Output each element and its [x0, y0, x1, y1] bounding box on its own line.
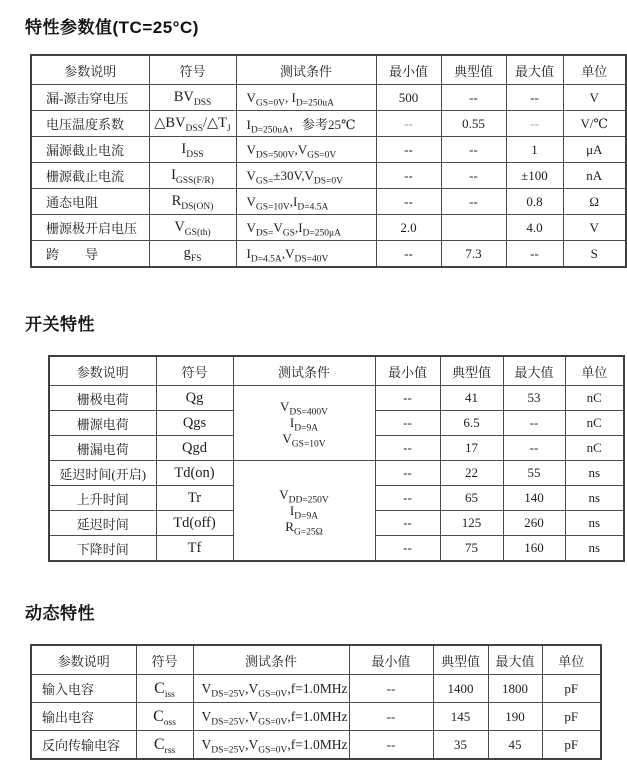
table-cell: 17	[440, 436, 503, 461]
header-row	[49, 356, 624, 386]
table-cell: --	[506, 111, 563, 137]
table-cell: 电压温度系数	[31, 111, 149, 137]
table-cell: --	[375, 461, 440, 486]
table-cell: --	[376, 111, 441, 137]
table-cell: --	[375, 436, 440, 461]
table-cell: nA	[563, 163, 626, 189]
section-dynamic-characteristics	[0, 599, 627, 760]
table-cell: 反向传输电容	[31, 731, 136, 760]
table-row	[31, 703, 601, 731]
table-cell: pF	[542, 731, 601, 760]
table-row	[31, 215, 626, 241]
column-header: 单位	[563, 55, 626, 85]
table-cell: $V_{GS=10V},I_{D=4.5A}$	[236, 189, 376, 215]
table-row	[31, 85, 626, 111]
table-cell: --	[376, 189, 441, 215]
table-cell: $g_{FS}$	[149, 241, 236, 268]
table-cell: --	[441, 163, 506, 189]
column-header: 最大值	[488, 645, 542, 675]
table-cell: 输出电容	[31, 703, 136, 731]
datasheet-page	[0, 13, 627, 760]
table-row	[49, 386, 624, 411]
table-cell: nC	[565, 411, 624, 436]
table-cell: 7.3	[441, 241, 506, 268]
table-cell: 55	[503, 461, 565, 486]
table-cell: $V_{GS=0V}$, $I_{D=250uA}$	[236, 85, 376, 111]
table-cell: 45	[488, 731, 542, 760]
table-row	[31, 111, 626, 137]
table-cell: --	[506, 241, 563, 268]
table-cell	[441, 215, 506, 241]
table-cell: Tf	[156, 536, 233, 562]
table-cell: $V_{DS=25V},V_{GS=0V},f=1.0MHz$	[193, 731, 349, 760]
column-header: 参数说明	[49, 356, 156, 386]
table-cell: $C_{oss}$	[136, 703, 193, 731]
table-cell: 延迟时间	[49, 511, 156, 536]
table-cell: $V_{DS=}V_{GS},I_{D=250\mu A}$	[236, 215, 376, 241]
column-header: 参数说明	[31, 645, 136, 675]
table-cell: --	[376, 137, 441, 163]
column-header: 单位	[565, 356, 624, 386]
table-cell: --	[503, 436, 565, 461]
table-cell: --	[375, 411, 440, 436]
table-cell: 190	[488, 703, 542, 731]
table-cell: 2.0	[376, 215, 441, 241]
table-cell: 65	[440, 486, 503, 511]
table-cell: 漏源截止电流	[31, 137, 149, 163]
table-row	[31, 731, 601, 760]
table-cell: 75	[440, 536, 503, 562]
table-cell: 漏-源击穿电压	[31, 85, 149, 111]
section-title: 动态特性	[25, 604, 95, 623]
column-header: 典型值	[433, 645, 488, 675]
table-cell: --	[349, 731, 433, 760]
section-electrical-characteristics	[0, 13, 627, 268]
table-cell: Td(off)	[156, 511, 233, 536]
table-cell: S	[563, 241, 626, 268]
table-cell: $V_{GS=}\pm 30V,V_{DS=0V}$	[236, 163, 376, 189]
column-header: 最小值	[376, 55, 441, 85]
column-header: 测试条件	[233, 356, 375, 386]
table-cell: V/℃	[563, 111, 626, 137]
table-cell: --	[349, 675, 433, 703]
table-cell: 260	[503, 511, 565, 536]
table-cell: 1400	[433, 675, 488, 703]
table-cell: Qgd	[156, 436, 233, 461]
table-cell: $BV_{DSS}$	[149, 85, 236, 111]
table-cell: 125	[440, 511, 503, 536]
table-cell: ns	[565, 461, 624, 486]
table-cell: 53	[503, 386, 565, 411]
column-header: 最大值	[506, 55, 563, 85]
column-header: 测试条件	[236, 55, 376, 85]
table-cell: --	[441, 85, 506, 111]
table-cell: 延迟时间(开启)	[49, 461, 156, 486]
column-header: 最小值	[375, 356, 440, 386]
header-row	[31, 55, 626, 85]
table-cell: --	[376, 163, 441, 189]
table-row	[31, 163, 626, 189]
section-title: 特性参数值(TC=25°C)	[25, 18, 199, 37]
table-cell: 0.55	[441, 111, 506, 137]
table-cell: $V_{GS(th)}$	[149, 215, 236, 241]
table-cell: pF	[542, 675, 601, 703]
table-cell: V	[563, 85, 626, 111]
table-cell: --	[441, 137, 506, 163]
table-cell: 6.5	[440, 411, 503, 436]
table-cell: $I_{D=4.5A},V_{DS=40V}$	[236, 241, 376, 268]
column-header: 符号	[149, 55, 236, 85]
table-row	[49, 461, 624, 486]
table-cell: 22	[440, 461, 503, 486]
table-cell: ns	[565, 536, 624, 562]
electrical-characteristics-table	[30, 54, 627, 268]
table-cell: 0.8	[506, 189, 563, 215]
table-cell: ns	[565, 511, 624, 536]
table-cell: 通态电阻	[31, 189, 149, 215]
table-cell: Tr	[156, 486, 233, 511]
table-cell: $R_{DS(ON)}$	[149, 189, 236, 215]
column-header: 单位	[542, 645, 601, 675]
table-cell: V	[563, 215, 626, 241]
table-cell: 35	[433, 731, 488, 760]
column-header: 测试条件	[193, 645, 349, 675]
table-cell: ±100	[506, 163, 563, 189]
column-header: 最大值	[503, 356, 565, 386]
table-cell: μA	[563, 137, 626, 163]
column-header: 符号	[156, 356, 233, 386]
table-cell: $I_{D=250uA}$，参考25℃	[236, 111, 376, 137]
table-cell: 4.0	[506, 215, 563, 241]
table-cell: 下降时间	[49, 536, 156, 562]
table-cell: $V_{DD=250V}$ $I_{D=9A}$ $R_{G=25\Omega}$	[233, 461, 375, 562]
column-header: 典型值	[441, 55, 506, 85]
table-cell: ns	[565, 486, 624, 511]
table-cell: 栅源电荷	[49, 411, 156, 436]
section-switching-characteristics	[0, 310, 627, 562]
column-header: 符号	[136, 645, 193, 675]
table-cell: $V_{DS=25V},V_{GS=0V},f=1.0MHz$	[193, 703, 349, 731]
table-cell: $C_{iss}$	[136, 675, 193, 703]
table-cell: 栅极电荷	[49, 386, 156, 411]
table-cell: 输入电容	[31, 675, 136, 703]
table-cell: $I_{DSS}$	[149, 137, 236, 163]
table-cell: 500	[376, 85, 441, 111]
table-cell: nC	[565, 436, 624, 461]
table-cell: 栅源截止电流	[31, 163, 149, 189]
table-cell: --	[375, 386, 440, 411]
table-row	[31, 675, 601, 703]
table-cell: --	[375, 486, 440, 511]
table-cell: --	[441, 189, 506, 215]
table-row	[31, 241, 626, 268]
table-cell: nC	[565, 386, 624, 411]
table-cell: --	[376, 241, 441, 268]
table-cell: 140	[503, 486, 565, 511]
table-cell: 栅源极开启电压	[31, 215, 149, 241]
table-cell: pF	[542, 703, 601, 731]
table-cell: 栅漏电荷	[49, 436, 156, 461]
column-header: 参数说明	[31, 55, 149, 85]
table-cell: 1800	[488, 675, 542, 703]
table-cell: $V_{DS=500V},V_{GS=0V}$	[236, 137, 376, 163]
table-cell: Qg	[156, 386, 233, 411]
table-cell: $V_{DS=400V}$ $I_{D=9A}$ $V_{GS=10V}$	[233, 386, 375, 461]
table-cell: $\triangle BV_{DSS}/\triangle T_J$	[149, 111, 236, 137]
header-row	[31, 645, 601, 675]
table-cell: 上升时间	[49, 486, 156, 511]
table-cell: --	[503, 411, 565, 436]
table-cell: --	[375, 511, 440, 536]
table-cell: $I_{GSS(F/R)}$	[149, 163, 236, 189]
switching-characteristics-table	[48, 355, 625, 562]
table-cell: 160	[503, 536, 565, 562]
table-cell: $V_{DS=25V},V_{GS=0V},f=1.0MHz$	[193, 675, 349, 703]
dynamic-characteristics-table	[30, 644, 602, 760]
table-cell: --	[506, 85, 563, 111]
table-cell: Td(on)	[156, 461, 233, 486]
section-title: 开关特性	[25, 315, 95, 334]
table-cell: 1	[506, 137, 563, 163]
table-cell: Ω	[563, 189, 626, 215]
column-header: 典型值	[440, 356, 503, 386]
table-cell: 41	[440, 386, 503, 411]
table-cell: --	[349, 703, 433, 731]
table-cell: Qgs	[156, 411, 233, 436]
column-header: 最小值	[349, 645, 433, 675]
table-row	[31, 189, 626, 215]
table-cell: --	[375, 536, 440, 562]
table-cell: $C_{rss}$	[136, 731, 193, 760]
table-cell: 跨 导	[31, 241, 149, 268]
table-cell: 145	[433, 703, 488, 731]
table-row	[31, 137, 626, 163]
